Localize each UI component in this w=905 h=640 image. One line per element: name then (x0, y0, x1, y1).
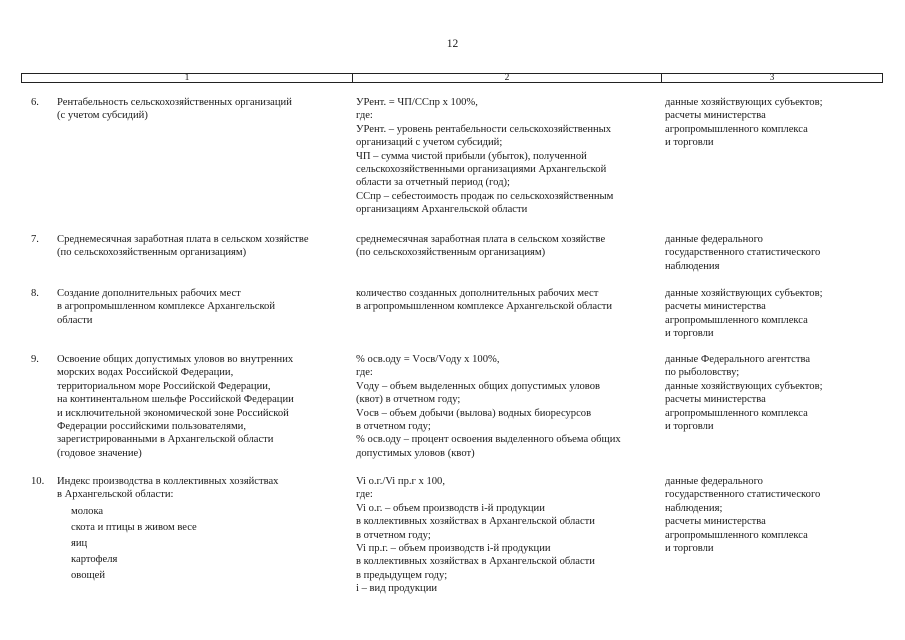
indicator-name-line: Индекс производства в коллективных хозяйствах (57, 476, 279, 487)
source-line: агропромышленного комплекса (665, 529, 808, 541)
indicator-name-line: в агропромышленном комплексе Архангельской (57, 301, 276, 313)
source-line: агропромышленного комплекса (665, 407, 808, 419)
row-number: 6. (31, 97, 39, 108)
source-line: и торговли (665, 328, 714, 340)
formula-line: в коллективных хозяйствах в Архангельской области (356, 556, 595, 568)
calculation-formula (356, 287, 656, 314)
indicator-name-line: и исключительной экономической зоне Российской (57, 407, 289, 419)
product-item: картофеля (71, 554, 118, 566)
formula-line: где: (356, 367, 373, 379)
source-line: и торговли (665, 137, 714, 149)
source-line: данные Федерального агентства (665, 354, 811, 365)
formula-line: где: (356, 489, 373, 501)
product-item: яиц (71, 538, 88, 550)
formula-line: УРент. = ЧП/ССпр х 100%, (356, 97, 478, 108)
indicator-name-line: Рентабельность сельскохозяйственных организаций (57, 97, 292, 108)
formula-line: организациям Архангельской области (356, 204, 528, 216)
formula-line: (по сельскохозяйственным организациям) (356, 247, 546, 259)
row-number: 10. (31, 476, 45, 487)
calculation-formula (356, 233, 656, 260)
column-header-3: 3 (769, 73, 775, 83)
source-line: данные хозяйствующих субъектов; (665, 288, 823, 299)
indicator-name (57, 233, 347, 260)
formula-line: % осв.оду – процент освоения выделенного объема общих (356, 434, 621, 446)
source-line: наблюдения (665, 260, 720, 272)
formula-line: сельскохозяйственными организациями Архангельской (356, 164, 607, 176)
formula-line: Vосв – объем добычи (вылова) водных биоресурсов (356, 407, 592, 419)
formula-line: Vi о.г./Vi пр.г х 100, (356, 476, 445, 487)
indicator-name-line: на континентальном шельфе Российской Федерации (57, 394, 294, 406)
indicator-name (57, 475, 347, 585)
formula-line: допустимых уловов (квот) (356, 447, 475, 459)
row-number: 7. (31, 234, 39, 245)
formula-line: % осв.оду = Vосв/Vоду х 100%, (356, 354, 500, 365)
product-item: скота и птицы в живом весе (71, 522, 197, 534)
indicator-name-line: в Архангельской области: (57, 489, 174, 501)
formula-line: в отчетном году; (356, 529, 431, 541)
indicator-name-line: (по сельскохозяйственным организациям) (57, 247, 247, 259)
indicator-name-line: (с учетом субсидий) (57, 110, 148, 122)
formula-line: Vi о.г. – объем производств i-й продукции (356, 502, 545, 514)
source-line: и торговли (665, 421, 714, 433)
formula-line: ЧП – сумма чистой прибыли (убыток), полученной (356, 150, 587, 162)
source-line: данные федерального (665, 234, 763, 245)
calculation-formula (356, 96, 656, 217)
formula-line: в предыдущем году; (356, 569, 448, 581)
formula-line: Vоду – объем выделенных общих допустимых уловов (356, 380, 601, 392)
calculation-formula (356, 353, 656, 460)
page-number: 12 (446, 38, 459, 50)
data-source (665, 353, 885, 433)
formula-line: (квот) в отчетном году; (356, 394, 461, 406)
formula-line: Vi пр.г. – объем производств i-й продукции (356, 543, 551, 555)
source-line: по рыболовству; (665, 367, 740, 379)
source-line: и торговли (665, 543, 714, 555)
source-line: данные хозяйствующих субъектов; (665, 380, 823, 392)
source-line: данные федерального (665, 476, 763, 487)
row-number: 8. (31, 288, 39, 299)
source-line: агропромышленного комплекса (665, 314, 808, 326)
indicator-name-line: Создание дополнительных рабочих мест (57, 288, 241, 299)
formula-line: в отчетном году; (356, 421, 431, 433)
source-line: наблюдения; (665, 502, 723, 514)
indicator-name-line: области (57, 314, 93, 326)
source-line: государственного статистического (665, 247, 821, 259)
product-list (71, 505, 347, 582)
product-item: молока (71, 506, 104, 518)
indicator-name (57, 353, 347, 460)
source-line: государственного статистического (665, 489, 821, 501)
formula-line: i – вид продукции (356, 583, 438, 595)
source-line: расчеты министерства (665, 516, 766, 528)
formula-line: организаций с учетом субсидий; (356, 137, 503, 149)
formula-line: УРент. – уровень рентабельности сельскохозяйственных (356, 123, 612, 135)
formula-line: среднемесячная заработная плата в сельском хозяйстве (356, 234, 606, 245)
indicator-name-line: зарегистрированными в Архангельской области (57, 434, 274, 446)
source-line: расчеты министерства (665, 110, 766, 122)
indicator-name-line: Освоение общих допустимых уловов во внутренних (57, 354, 294, 365)
formula-line: в агропромышленном комплексе Архангельской области (356, 301, 613, 313)
product-item: овощей (71, 569, 106, 581)
indicator-name (57, 96, 347, 123)
indicator-name-line: (годовое значение) (57, 447, 142, 459)
source-line: расчеты министерства (665, 394, 766, 406)
source-line: агропромышленного комплекса (665, 123, 808, 135)
data-source (665, 475, 885, 555)
source-line: данные хозяйствующих субъектов; (665, 97, 823, 108)
data-source (665, 287, 885, 341)
formula-line: количество созданных дополнительных рабочих мест (356, 288, 599, 299)
data-source (665, 233, 885, 273)
indicator-name (57, 287, 347, 327)
data-source (665, 96, 885, 150)
column-header-2: 2 (353, 74, 662, 82)
calculation-formula (356, 475, 656, 596)
indicator-name-line: территориальном море Российской Федерации, (57, 380, 271, 392)
formula-line: где: (356, 110, 373, 122)
indicator-name-line: Среднемесячная заработная плата в сельском хозяйстве (57, 234, 309, 245)
row-number: 9. (31, 354, 39, 365)
formula-line: области за отчетный период (год); (356, 177, 510, 189)
indicator-name-line: Федерации российскими пользователями, (57, 421, 246, 433)
column-header-1: 1 (22, 74, 353, 82)
formula-line: в коллективных хозяйствах в Архангельской области (356, 516, 595, 528)
column-header-row (21, 73, 883, 83)
indicator-name-line: морских водах Российской Федерации, (57, 367, 234, 379)
formula-line: ССпр – себестоимость продаж по сельскохозяйственным (356, 190, 614, 202)
source-line: расчеты министерства (665, 301, 766, 313)
